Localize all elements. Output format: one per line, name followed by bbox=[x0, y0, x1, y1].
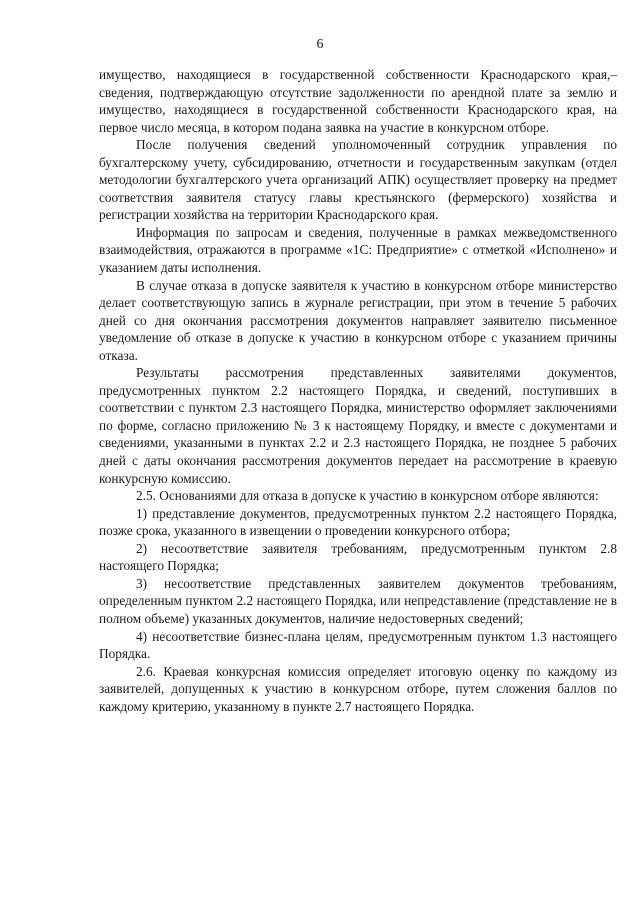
list-item: 3) несоответствие представленных заявителем документов требованиям, определенным пунктом 2.2 настоящего Порядка, или непредставление (представление не в полном объеме) указанных документов, наличие недостоверных сведений; bbox=[99, 575, 617, 626]
section-paragraph-2-6: 2.6. Краевая конкурсная комиссия определяет итоговую оценку по каждому из заявителей, допущенных к участию в конкурсном отборе, путем сложения баллов по каждому критерию, указанному в пункте 2.7 настоящего Порядка. bbox=[99, 663, 617, 714]
paragraph: Информация по запросам и сведения, полученные в рамках межведомственного взаимодействия, отражаются в программе «1С: Предприятие» с отметкой «Исполнено» и указанием даты исполнения. bbox=[99, 224, 617, 276]
paragraph-continuation: имущество, находящиеся в государственной собственности Краснодарского края,– сведения, подтверждающую отсутствие задолженности по арендной плате за землю и имущество, находящиеся в государственной собственности Краснодарского края, на первое число месяца, в котором подана заявка на участие в конкурсном отборе. bbox=[99, 67, 617, 135]
paragraph: В случае отказа в допуске заявителя к участию в конкурсном отборе министерство делает соответствующую запись в журнале регистрации, при этом в течение 5 рабочих дней со дня окончания рассмотрения документов направляет заявителю письменное уведомление об отказе в допуске к участию в конкурсном отборе с указанием причины отказа. bbox=[99, 277, 617, 363]
paragraph: После получения сведений уполномоченный сотрудник управления по бухгалтерскому учету, субсидированию, отчетности и государственным закупкам (отдел методологии бухгалтерского учета организаций АПК) осуществляет проверку на предмет соответствия заявителя статусу главы крестьянского (фермерского) хозяйства и регистрации хозяйства на территории Краснодарского края. bbox=[99, 137, 617, 223]
paragraph: Результаты рассмотрения представленных заявителями документов, предусмотренных пунктом 2.2 настоящего Порядка, и сведений, поступивших в соответствии с пунктом 2.3 настоящего Порядка, министерство оформляет заключениями по форме, согласно приложению № 3 к настоящему Порядку, и вместе с документами и сведениями, указанными в пунктах 2.2 и 2.3 настоящего Порядка, не позднее 5 рабочих дней с даты окончания рассмотрения документов передает на рассмотрение в краевую конкурсную комиссию. bbox=[99, 365, 617, 486]
section-heading-2-5: 2.5. Основаниями для отказа в допуске к участию в конкурсном отборе являются: bbox=[136, 488, 599, 504]
list-item: 1) представление документов, предусмотренных пунктом 2.2 настоящего Порядка, позже срока, указанного в извещении о проведении конкурсного отбора; bbox=[99, 505, 617, 539]
list-item: 2) несоответствие заявителя требованиям, предусмотренным пунктом 2.8 настоящего Порядка; bbox=[99, 540, 617, 574]
document-body bbox=[99, 66, 617, 715]
page-number: 6 bbox=[316, 37, 324, 52]
list-item: 4) несоответствие бизнес-плана целям, предусмотренным пунктом 1.3 настоящего Порядка. bbox=[99, 628, 617, 662]
